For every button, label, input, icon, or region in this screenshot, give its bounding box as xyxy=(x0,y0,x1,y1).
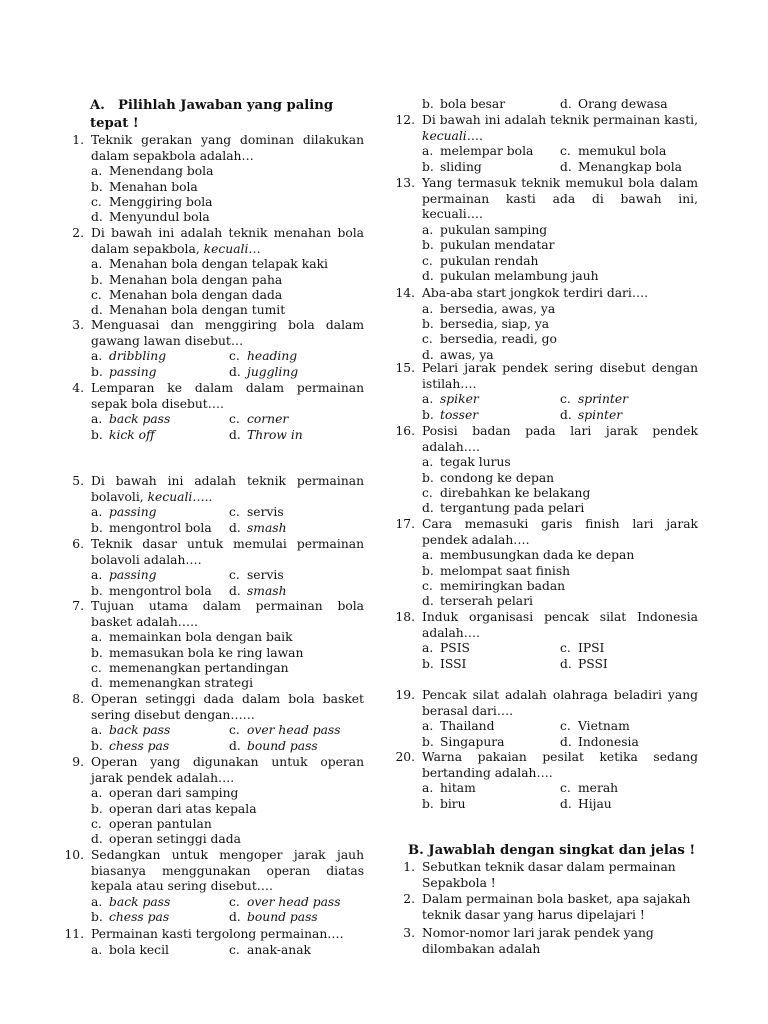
essay-question-3: 3. Nomor-nomor lari jarak pendek yang dilombakan adalah xyxy=(403,926,654,956)
option-d: d. PSSI xyxy=(560,656,608,671)
question-5: 5. Di bawah ini adalah teknik permainan bolavoli, kecuali….. a. passing c. servis b. mengontrol bola d. smash xyxy=(72,474,364,535)
option-a: a. back pass xyxy=(91,894,171,909)
option-c: c. memenangkan pertandingan xyxy=(91,660,289,675)
option-c: c. servis xyxy=(229,505,284,520)
option-c: c. over head pass xyxy=(229,894,341,909)
option-a: a. dribbling xyxy=(91,349,167,364)
option-c: c. operan pantulan xyxy=(91,816,212,831)
option-b: b. mengontrol bola xyxy=(91,520,212,535)
option-c: c. anak-anak xyxy=(229,942,312,957)
option-a: a. memainkan bola dengan baik xyxy=(91,630,293,645)
option-c: c. Vietnam xyxy=(560,719,630,734)
option-b: b. melompat saat finish xyxy=(422,563,571,578)
option-a: a. back pass xyxy=(91,412,171,427)
option-a: a. operan dari samping xyxy=(91,786,239,801)
option-c: c. sprinter xyxy=(560,392,629,407)
option-c: c. Menggiring bola xyxy=(91,194,213,209)
option-a: a. Menahan bola dengan telapak kaki xyxy=(91,257,328,272)
option-a: a. Menendang bola xyxy=(91,164,214,179)
question-15: 15. Pelari jarak pendek sering disebut dengan istilah…. a. spiker c. sprinter b. tosser d. spinter xyxy=(395,361,698,422)
option-b: b. mengontrol bola xyxy=(91,583,212,598)
option-c: c. memukul bola xyxy=(560,144,667,159)
option-c: c. merah xyxy=(560,781,619,796)
question-12: 12. Di bawah ini adalah teknik permainan kasti, kecuali…. a. melempar bola c. memukul bola b. sliding d. Menangkap bola xyxy=(395,113,698,174)
option-b: b. tosser xyxy=(422,407,479,422)
option-b: b. kick off xyxy=(91,427,155,442)
option-b: b. condong ke depan xyxy=(422,470,555,485)
option-a: a. tegak lurus xyxy=(422,455,511,470)
option-a: a. passing xyxy=(91,505,157,520)
option-b: b. memasukan bola ke ring lawan xyxy=(91,645,304,660)
option-a: a. spiker xyxy=(422,392,479,407)
option-b: b. pukulan mendatar xyxy=(422,238,555,253)
option-a: a. melempar bola xyxy=(422,144,534,159)
essay-question-1: 1. Sebutkan teknik dasar dalam permainan Sepakbola ! xyxy=(403,860,676,890)
question-6: 6. Teknik dasar untuk memulai permainan bolavoli adalah…. a. passing c. servis b. mengontrol bola d. smash xyxy=(72,537,364,598)
option-b: b. passing xyxy=(91,364,157,379)
option-b: b. Menahan bola xyxy=(91,179,198,194)
option-c: c. corner xyxy=(229,412,289,427)
option-b: b. ISSI xyxy=(422,656,467,671)
option-c: c. IPSI xyxy=(560,641,605,656)
option-d: d. memenangkan strategi xyxy=(91,676,254,691)
option-a: a. PSIS xyxy=(422,641,470,656)
option-b: b. bersedia, siap, ya xyxy=(422,316,550,331)
option-d: d. bound pass xyxy=(229,910,318,925)
option-b: b. chess pas xyxy=(91,910,170,925)
option-d: d. tergantung pada pelari xyxy=(422,501,585,516)
option-a: a. passing xyxy=(91,568,157,583)
option-b: b. sliding xyxy=(422,159,482,174)
option-c: c. Menahan bola dengan dada xyxy=(91,287,283,302)
question-14: 14. Aba-aba start jongkok terdiri dari…. a. bersedia, awas, ya b. bersedia, siap, ya c. bersedia, readi, go d. awas, ya xyxy=(395,286,698,363)
option-d: d. Hijau xyxy=(560,796,612,811)
option-d: d. juggling xyxy=(229,364,299,379)
option-a: a. bola kecil xyxy=(91,942,169,957)
option-d: d. Orang dewasa xyxy=(560,97,668,111)
option-d: d. pukulan melambung jauh xyxy=(422,268,599,283)
option-d: d. Throw in xyxy=(229,427,303,442)
option-b: b. Menahan bola dengan paha xyxy=(91,272,283,287)
option-a: a. hitam xyxy=(422,781,476,796)
option-a: a. membusungkan dada ke depan xyxy=(422,548,635,563)
question-17: 17. Cara memasuki garis finish lari jarak pendek adalah…. a. membusungkan dada ke depan b. melompat saat finish c. memiringkan badan d. terserah pelari xyxy=(395,517,698,609)
option-b: b. Singapura xyxy=(422,734,505,749)
essay-question-2: 2. Dalam permainan bola basket, apa sajakah teknik dasar yang harus dipelajari ! xyxy=(403,892,691,922)
option-d: d. smash xyxy=(229,520,287,535)
option-c: c. direbahkan ke belakang xyxy=(422,485,591,500)
option-a: a. back pass xyxy=(91,723,171,738)
question-11: 11. Permainan kasti tergolong permainan…. a. bola kecil c. anak-anak xyxy=(64,927,344,957)
option-c: c. memiringkan badan xyxy=(422,578,566,593)
question-2: 2. Di bawah ini adalah teknik menahan bola dalam sepakbola, kecuali… a. Menahan bola dengan telapak kaki b. Menahan bola dengan paha c. Menahan bola dengan dada d. Menahan bola dengan tumit xyxy=(72,226,364,318)
option-a: a. bersedia, awas, ya xyxy=(422,301,556,316)
option-c: c. over head pass xyxy=(229,723,341,738)
option-d: d. Menahan bola dengan tumit xyxy=(91,303,286,318)
option-d: d. operan setinggi dada xyxy=(91,832,241,847)
question-18: 18. Induk organisasi pencak silat Indonesia adalah…. a. PSIS c. IPSI b. ISSI d. PSSI xyxy=(395,610,698,671)
option-d: d. Menangkap bola xyxy=(560,159,683,174)
option-d: d. bound pass xyxy=(229,738,318,753)
option-a: a. Thailand xyxy=(422,719,495,734)
option-d: d. Indonesia xyxy=(560,734,639,749)
option-b: b. chess pas xyxy=(91,738,170,753)
section-a-heading: A. Pilihlah Jawaban yang paling tepat ! xyxy=(90,98,334,131)
question-8: 8. Operan setinggi dada dalam bola basket sering disebut dengan…… a. back pass c. over head pass b. chess pas d. bound pass xyxy=(72,692,364,753)
question-9: 9. Operan yang digunakan untuk operan jarak pendek adalah…. a. operan dari samping b. operan dari atas kepala c. operan pantulan d. operan setinggi dada xyxy=(72,755,364,847)
option-c: c. bersedia, readi, go xyxy=(422,332,557,347)
option-a: a. pukulan samping xyxy=(422,222,548,237)
option-d: d. terserah pelari xyxy=(422,594,533,609)
option-d: d. awas, ya xyxy=(422,347,494,362)
question-1: 1. Teknik gerakan yang dominan dilakukan dalam sepakbola adalah… a. Menendang bola b. Menahan bola c. Menggiring bola d. Menyundul bola xyxy=(72,133,364,225)
option-d: d. smash xyxy=(229,583,287,598)
option-d: d. spinter xyxy=(560,407,623,422)
option-d: d. Menyundul bola xyxy=(91,210,210,225)
option-c: c. pukulan rendah xyxy=(422,253,539,268)
question-19: 19. Pencak silat adalah olahraga beladiri yang berasal dari…. a. Thailand c. Vietnam b. Singapura d. Indonesia xyxy=(395,688,698,749)
question-3: 3. Menguasai dan menggiring bola dalam gawang lawan disebut… a. dribbling c. heading b. passing d. juggling xyxy=(72,318,364,379)
question-10: 10. Sedangkan untuk mengoper jarak jauh biasanya menggunakan operan diatas kepala atau sering disebut…. a. back pass c. over head pass b. chess pas d. bound pass xyxy=(64,848,364,925)
question-16: 16. Posisi badan pada lari jarak pendek adalah…. a. tegak lurus b. condong ke depan c. direbahkan ke belakang d. tergantung pada pelari xyxy=(395,424,698,516)
option-c: c. servis xyxy=(229,568,284,583)
question-4: 4. Lemparan ke dalam dalam permainan sepak bola disebut…. a. back pass c. corner b. kick off d. Throw in xyxy=(72,381,364,442)
option-b: b. biru xyxy=(422,796,466,811)
question-20: 20. Warna pakaian pesilat ketika sedang bertanding adalah…. a. hitam c. merah b. biru d. Hijau xyxy=(395,750,698,811)
option-b: b. bola besar xyxy=(422,97,506,111)
section-b-heading: B. Jawablah dengan singkat dan jelas ! xyxy=(408,843,696,858)
question-11-continued xyxy=(395,97,698,112)
option-c: c. heading xyxy=(229,349,298,364)
question-7: 7. Tujuan utama dalam permainan bola basket adalah….. a. memainkan bola dengan baik b. memasukan bola ke ring lawan c. memenangkan pertandingan d. memenangkan strategi xyxy=(72,599,364,691)
question-13: 13. Yang termasuk teknik memukul bola dalam permainan kasti ada di bawah ini, kecuali…. a. pukulan samping b. pukulan mendatar c. pukulan rendah d. pukulan melambung jauh xyxy=(395,176,698,283)
option-b: b. operan dari atas kepala xyxy=(91,801,257,816)
